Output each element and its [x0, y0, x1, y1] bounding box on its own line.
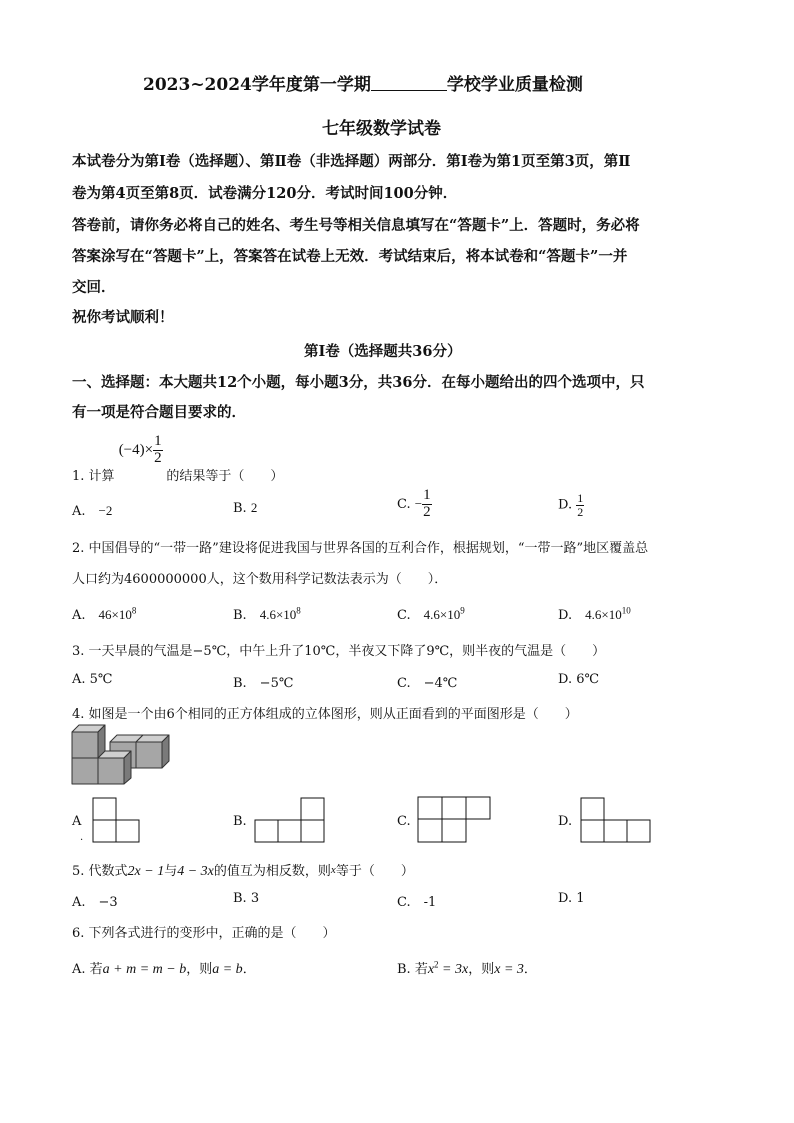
q3-text: 3. 一天早晨的气温是−5℃，中午上升了10℃，半夜又下降了9℃，则半夜的气温是（ ）: [72, 644, 606, 659]
page-title: [143, 70, 583, 95]
q4-cube-figure: [70, 724, 175, 790]
q1-fraction: [153, 434, 163, 467]
q1-c-fraction: [422, 488, 432, 521]
q4-text: 4. 如图是一个由6个相同的正方体组成的立体图形，则从正面看到的平面图形是（ ）: [72, 707, 578, 722]
q6-option-a: [72, 958, 256, 978]
q5-option-a: A. −3: [72, 895, 118, 910]
q6-a-result: a = b: [212, 962, 243, 977]
q1-d-den: 2: [577, 504, 584, 519]
q1-a-value: −2: [98, 503, 113, 518]
q1-c-den: 2: [423, 503, 431, 520]
q1-frac-den: 2: [154, 449, 162, 466]
q3-option-b: B. −5℃: [233, 676, 294, 691]
q1-d-fraction: [576, 492, 584, 518]
q2-a-exp: 8: [131, 605, 137, 616]
q4-option-b-label: B.: [233, 814, 247, 829]
q2-option-b: [233, 604, 301, 623]
q5-expr2: 4 − 3x: [177, 864, 214, 879]
q6-b-base: x: [427, 962, 435, 977]
instruction-line-3: 答卷前，请你务必将自己的姓名、考生号等相关信息填写在“答题卡”上．答题时，务必将: [72, 217, 640, 234]
q1-a-label: A.: [72, 504, 86, 519]
q2-c-base: 4.6×10: [423, 607, 461, 622]
q4-option-a-label: A: [72, 814, 82, 829]
instruction-line-2: 卷为第4页至第8页．试卷满分120分．考试时间100分钟．: [72, 185, 458, 202]
instruction-line-4: 答案涂写在“答题卡”上，答案答在试卷上无效．考试结束后，将本试卷和“答题卡”一并: [72, 248, 628, 265]
q2-a-label: A.: [72, 608, 86, 623]
q6-a-end: ．: [242, 962, 256, 977]
q3-option-d: D. 6℃: [558, 672, 600, 687]
q5-option-d: D. 1: [558, 891, 585, 906]
q4-option-c-figure: [417, 796, 492, 843]
instruction-line-5: 交回．: [72, 279, 116, 296]
q5-mid2: 的值互为相反数，则: [213, 864, 331, 879]
question-1: [72, 433, 284, 484]
q1-c-num: 1: [423, 487, 431, 503]
q1-d-num: 1: [577, 491, 584, 505]
q6-option-b: [397, 958, 537, 978]
q2-option-c: [397, 604, 465, 623]
q4-option-a-figure: [92, 797, 140, 843]
q6-b-label: B. 若: [397, 962, 428, 977]
q1-b-value: 2: [250, 500, 258, 515]
q2-option-a: [72, 604, 136, 623]
section-intro-line-2: 有一项是符合题目要求的．: [72, 404, 246, 421]
q2-c-exp: 9: [460, 605, 465, 616]
title-part1: 2023~2024学年度第一学期: [143, 75, 371, 95]
q2-line-2: 人口约为4600000000人，这个数用科学记数法表示为（ ）．: [72, 572, 448, 587]
q2-d-base: 4.6×10: [585, 607, 622, 622]
section-intro-line-1: 一、选择题：本大题共12个小题，每小题3分，共36分．在每小题给出的四个选项中，只: [72, 374, 645, 391]
title-part2: 学校学业质量检测: [446, 75, 583, 95]
q6-text: 6. 下列各式进行的变形中，正确的是（ ）: [72, 926, 336, 941]
q1-expr-base: (−4)×: [118, 441, 154, 458]
q2-c-label: C.: [397, 608, 411, 623]
q1-option-a: [72, 500, 112, 519]
page-subtitle: 七年级数学试卷: [322, 119, 441, 139]
q1-prefix: 1. 计算: [72, 468, 115, 484]
q5-expr1: 2x − 1: [127, 864, 165, 879]
q1-c-label: C.: [397, 496, 411, 512]
q6-a-label: A. 若: [72, 962, 103, 977]
q4-option-c-label: C.: [397, 814, 411, 829]
q1-c-sign: −: [414, 495, 423, 511]
q2-option-d: [558, 604, 631, 623]
q5-option-c: C. -1: [397, 895, 437, 910]
section-heading: 第Ⅰ卷（选择题共36分）: [304, 343, 462, 360]
q4-option-d-label: D.: [558, 814, 573, 829]
q2-line-1: 2. 中国倡导的“一带一路”建设将促进我国与世界各国的互利合作，根据规划，“一带一路”地区覆盖总: [72, 541, 649, 556]
q2-d-label: D.: [558, 608, 573, 623]
q2-b-exp: 8: [296, 605, 301, 616]
q1-d-label: D.: [558, 497, 573, 513]
q2-a-base: 46×10: [98, 607, 132, 622]
q6-a-expr: a + m = m − b: [102, 962, 187, 977]
q5-suffix: 等于（ ）: [335, 864, 414, 879]
q6-a-mid: ，则: [186, 962, 213, 977]
q4-option-d-figure: [580, 797, 652, 843]
q1-expression: [118, 433, 167, 466]
q5-prefix: 5. 代数式: [72, 864, 128, 879]
q1-option-c: [397, 488, 432, 521]
q2-b-base: 4.6×10: [259, 607, 297, 622]
q6-b-exp: 2: [434, 959, 439, 970]
instruction-line-1: 本试卷分为第Ⅰ卷（选择题）、第Ⅱ卷（非选择题）两部分．第Ⅰ卷为第1页至第3页，第Ⅱ: [72, 153, 631, 170]
q3-option-c: C. −4℃: [397, 676, 458, 691]
wish-text: 祝你考试顺利！: [72, 309, 174, 326]
q4-option-b-figure: [254, 797, 326, 843]
q1-option-d: [558, 492, 584, 518]
q2-b-label: B.: [233, 608, 247, 623]
q5-var: x: [330, 864, 336, 876]
q1-frac-num: 1: [154, 433, 162, 449]
q5-text: [72, 860, 414, 880]
q6-b-end: ．: [523, 962, 537, 977]
q1-b-label: B.: [233, 501, 247, 516]
q6-b-rest: = 3x: [438, 962, 469, 977]
q1-suffix: 的结果等于（ ）: [166, 468, 284, 484]
q3-option-a: A. 5℃: [72, 672, 113, 687]
q4-option-a-dot: .: [80, 832, 84, 843]
q5-mid: 与: [164, 864, 178, 879]
q6-b-mid: ，则: [468, 962, 495, 977]
q6-b-result: x = 3: [494, 962, 524, 977]
q5-option-b: B. 3: [233, 891, 260, 906]
school-name-blank: [371, 76, 447, 91]
q2-d-exp: 10: [621, 605, 631, 616]
q1-option-b: [233, 500, 257, 516]
